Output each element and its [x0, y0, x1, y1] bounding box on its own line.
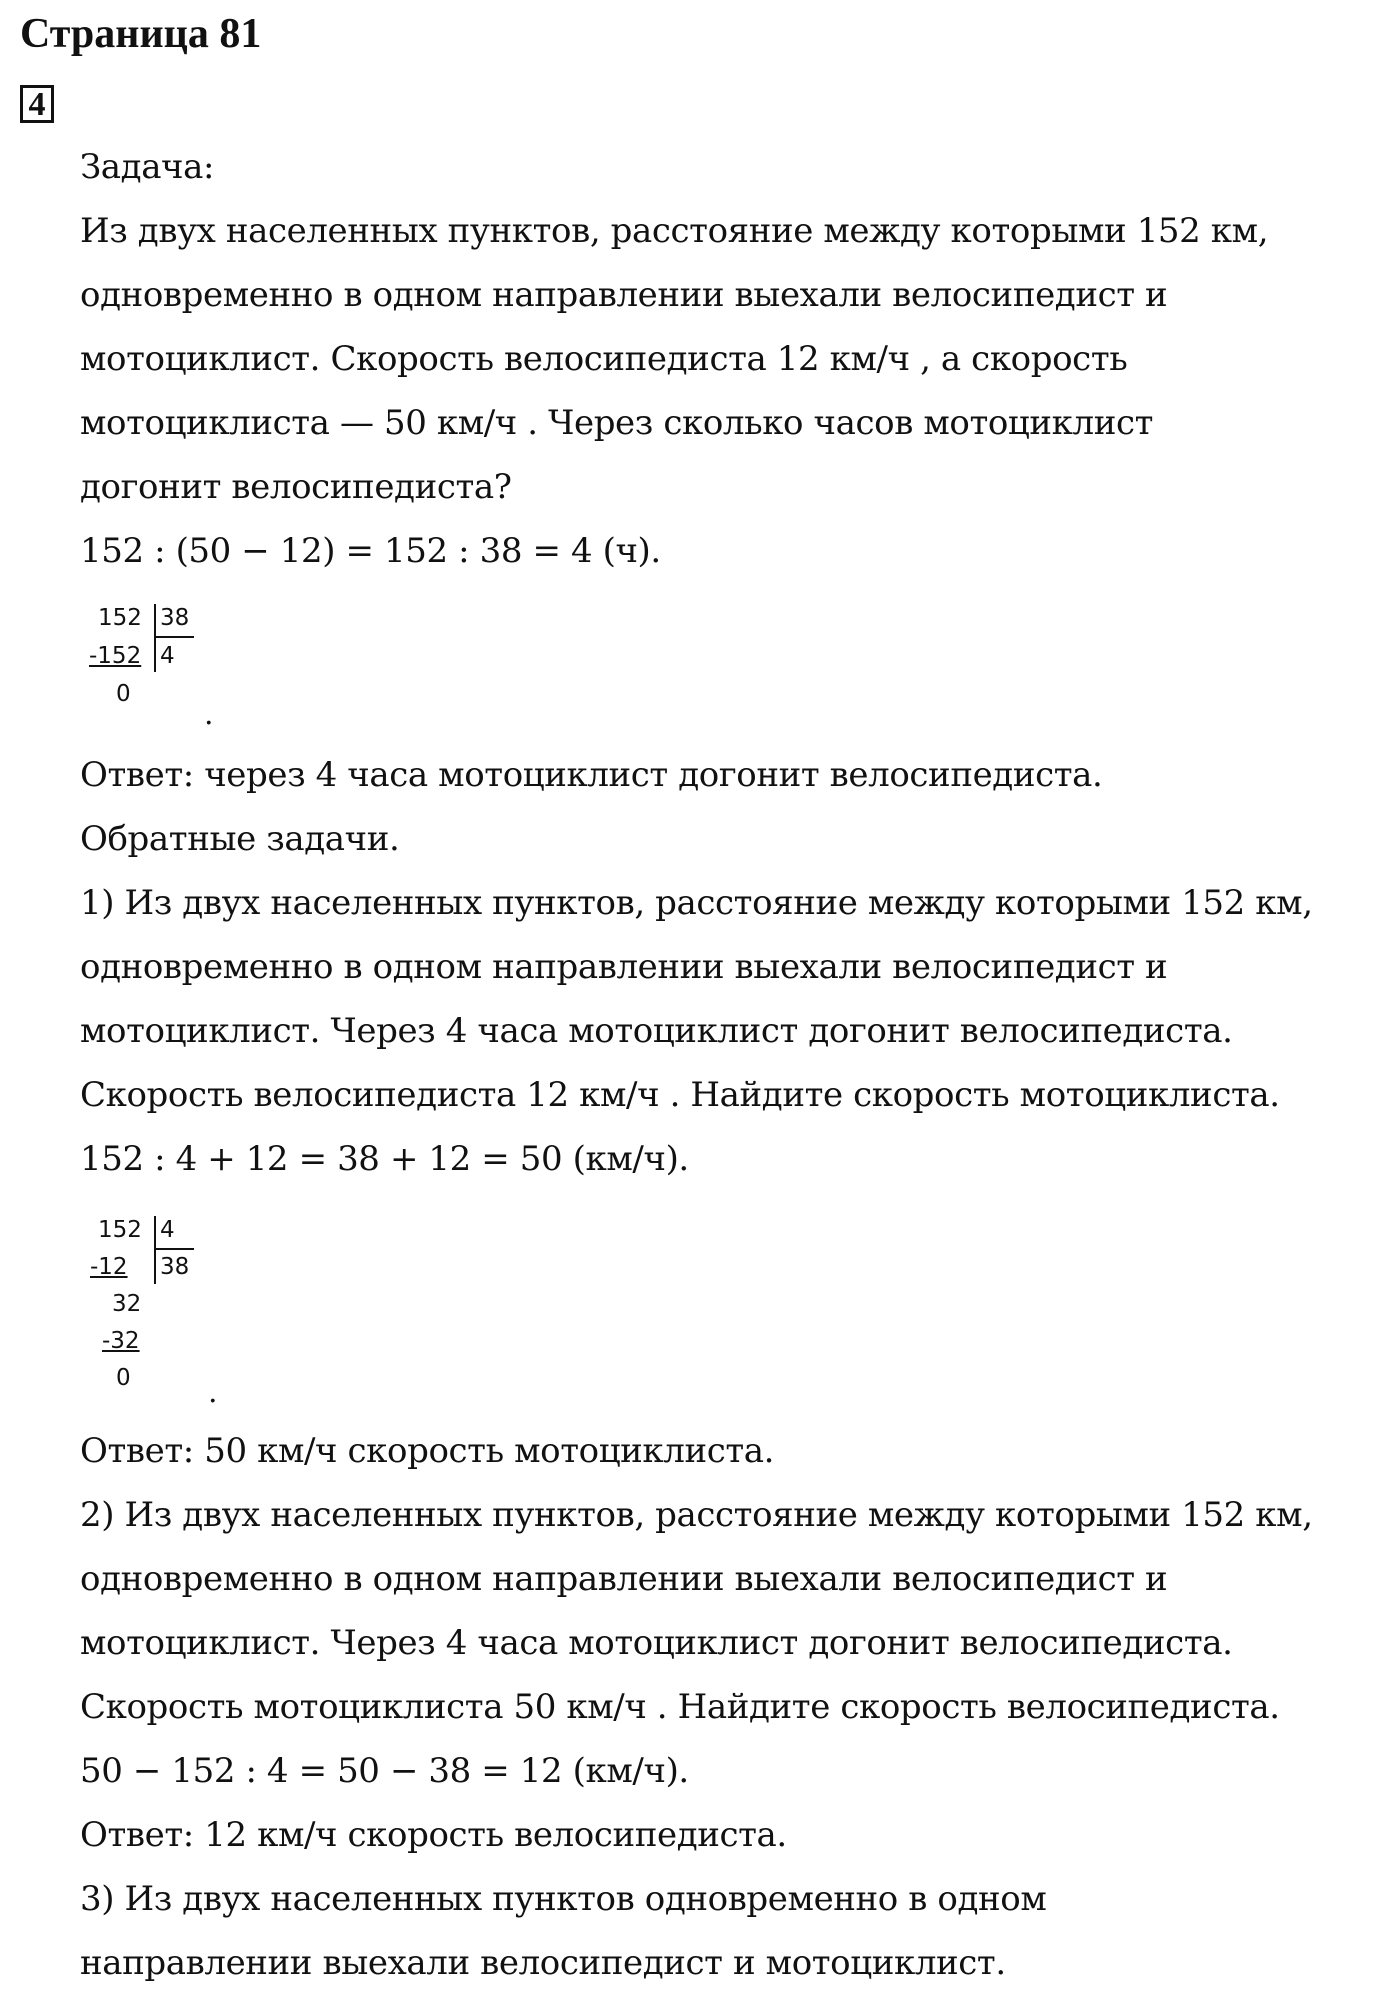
division-rule — [154, 1248, 194, 1250]
problem-text-line: мотоциклиста — 50 км/ч . Через сколько часов мотоциклист — [80, 403, 1154, 443]
task2-answer: Ответ: 12 км/ч скорость велосипедиста. — [80, 1815, 787, 1855]
problem-answer: Ответ: через 4 часа мотоциклист догонит велосипедиста. — [80, 755, 1103, 795]
task3-text-line: направлении выехали велосипедист и мотоциклист. — [80, 1943, 1006, 1983]
task1-answer: Ответ: 50 км/ч скорость мотоциклиста. — [80, 1431, 775, 1471]
division-bar — [154, 604, 156, 672]
problem-label: Задача: — [80, 147, 215, 187]
division-bar — [154, 1216, 156, 1284]
task3-text-line: 3) Из двух населенных пунктов одновременно в одном — [80, 1879, 1047, 1919]
division-divisor: 38 — [160, 605, 190, 631]
division-dot: . — [208, 1375, 218, 1410]
inverse-heading: Обратные задачи. — [80, 819, 400, 859]
task2-text-line: Скорость мотоциклиста 50 км/ч . Найдите скорость велосипедиста. — [80, 1687, 1280, 1727]
task2-solution: 50 − 152 : 4 = 50 − 38 = 12 (км/ч). — [80, 1751, 689, 1791]
task1-text-line: Скорость велосипедиста 12 км/ч . Найдите скорость мотоциклиста. — [80, 1075, 1280, 1115]
division-divisor: 4 — [160, 1217, 175, 1243]
problem-text-line: мотоциклист. Скорость велосипедиста 12 км/ч , а скорость — [80, 339, 1128, 379]
division-dividend: 152 — [98, 1217, 142, 1243]
task2-text-line: 2) Из двух населенных пунктов, расстояние между которыми 152 км, — [80, 1495, 1313, 1535]
problem-text-line: догонит велосипедиста? — [80, 467, 512, 507]
division-remainder: 0 — [116, 681, 131, 707]
task2-text-line: мотоциклист. Через 4 часа мотоциклист догонит велосипедиста. — [80, 1623, 1233, 1663]
division-quotient: 4 — [160, 643, 175, 669]
task2-text-line: одновременно в одном направлении выехали велосипедист и — [80, 1559, 1168, 1599]
division-dividend: 152 — [98, 605, 142, 631]
long-division-2 — [90, 1212, 206, 1402]
task1-text-line: одновременно в одном направлении выехали велосипедист и — [80, 947, 1168, 987]
division-subtrahend: -12 — [90, 1254, 128, 1280]
task1-text-line: 1) Из двух населенных пунктов, расстояние между которыми 152 км, — [80, 883, 1313, 923]
page-title: Страница 81 — [20, 11, 262, 57]
division-quotient: 38 — [160, 1254, 190, 1280]
problem-text-line: одновременно в одном направлении выехали велосипедист и — [80, 275, 1168, 315]
division-rule — [154, 636, 194, 638]
division-subtrahend: -32 — [102, 1328, 140, 1354]
division-remainder: 0 — [116, 1365, 131, 1391]
task1-solution: 152 : 4 + 12 = 38 + 12 = 50 (км/ч). — [80, 1139, 689, 1179]
problem-text-line: Из двух населенных пунктов, расстояние между которыми 152 км, — [80, 211, 1269, 251]
task1-text-line: мотоциклист. Через 4 часа мотоциклист догонит велосипедиста. — [80, 1011, 1233, 1051]
long-division-1 — [89, 600, 206, 716]
division-partial: 32 — [112, 1291, 142, 1317]
division-subtrahend: -152 — [89, 643, 142, 669]
problem-solution: 152 : (50 − 12) = 152 : 38 = 4 (ч). — [80, 531, 661, 571]
division-dot: . — [204, 697, 214, 732]
task-number-box: 4 — [20, 85, 54, 123]
